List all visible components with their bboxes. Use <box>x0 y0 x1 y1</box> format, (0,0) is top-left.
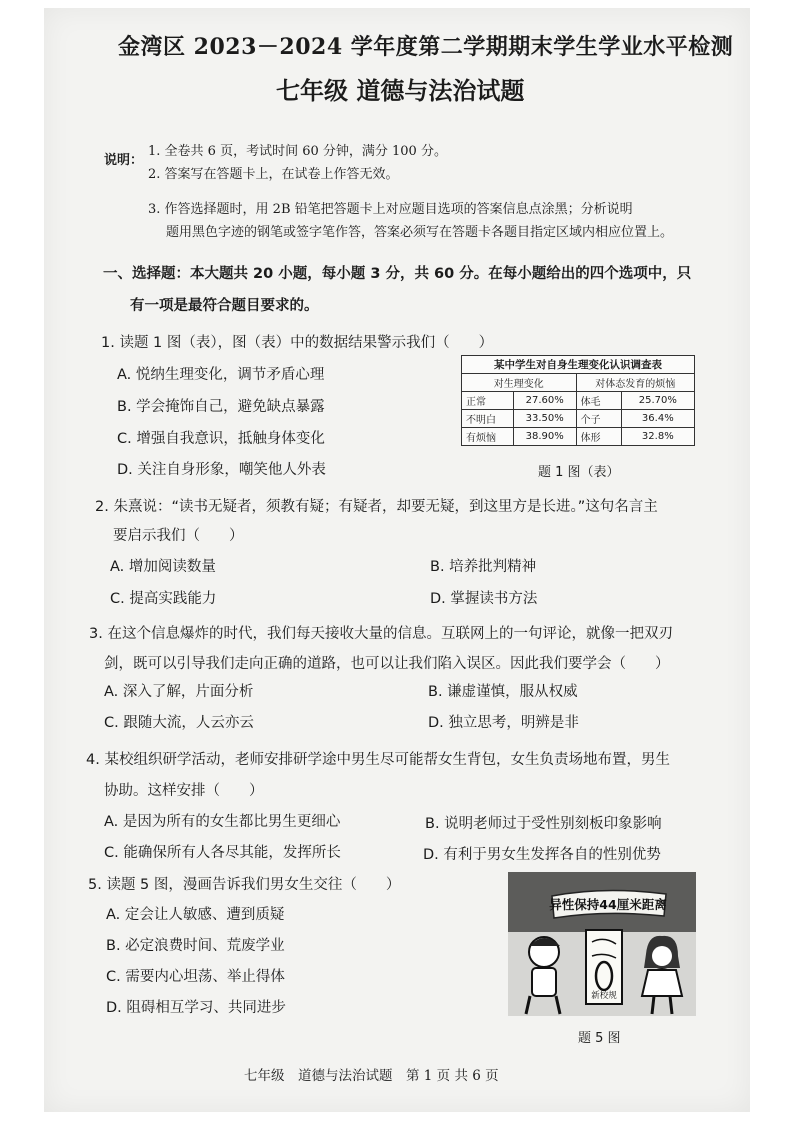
q1-option-d: D. 关注自身形象，嘲笑他人外表 <box>117 462 326 478</box>
question-1-stem: 1. 读题 1 图（表），图（表）中的数据结果警示我们（ ） <box>101 335 494 351</box>
q4-option-b: B. 说明老师过于受性别刻板印象影响 <box>425 816 662 832</box>
q3-option-a: A. 深入了解，片面分析 <box>104 684 254 700</box>
q1-option-b: B. 学会掩饰自己，避免缺点暴露 <box>117 399 325 415</box>
table-cell: 32.8% <box>621 428 694 446</box>
question-3-stem-cont: 剑，既可以引导我们走向正确的道路，也可以让我们陷入误区。因此我们要学会（ ） <box>104 656 670 672</box>
q5-option-c: C. 需要内心坦荡、举止得体 <box>106 969 285 985</box>
instructions-label: 说明： <box>104 153 144 168</box>
table-row <box>462 428 695 446</box>
figure-5-comic <box>508 872 696 1016</box>
question-2-stem-cont: 要启示我们（ ） <box>113 528 244 544</box>
section-heading: 一、选择题：本大题共 20 小题，每小题 3 分，共 60 分。在每小题给出的四个选项中，只 <box>103 266 692 282</box>
question-5-stem: 5. 读题 5 图，漫画告诉我们男女生交往（ ） <box>88 877 401 893</box>
q1-option-c: C. 增强自我意识，抵触身体变化 <box>117 431 325 447</box>
table-title: 某中学生对自身生理变化认识调查表 <box>462 356 695 374</box>
q3-option-b: B. 谦虚谨慎，服从权威 <box>428 684 578 700</box>
table-row <box>462 410 695 428</box>
table-cell: 体毛 <box>576 392 621 410</box>
table-row <box>462 392 695 410</box>
table-col-header: 对生理变化 <box>462 374 577 392</box>
comic-banner-text: 异性保持44厘米距离 <box>549 897 667 912</box>
instruction-item: 题用黑色字迹的钢笔或签字笔作答，答案必须写在答题卡各题目指定区域内相应位置上。 <box>166 225 674 240</box>
table-cell: 27.60% <box>513 392 576 410</box>
q2-option-c: C. 提高实践能力 <box>110 591 217 607</box>
page-footer: 七年级 道德与法治试题 第 1 页 共 6 页 <box>244 1068 499 1084</box>
figure-5-caption: 题 5 图 <box>578 1031 621 1046</box>
survey-table <box>461 355 695 446</box>
exam-title: 金湾区 2023－2024 学年度第二学期期末学生学业水平检测 <box>118 34 734 60</box>
question-2-stem: 2. 朱熹说：“读书无疑者，须教有疑；有疑者，却要无疑，到这里方是长进。”这句名言主 <box>95 499 658 515</box>
section-heading-cont: 有一项是最符合题目要求的。 <box>130 298 319 314</box>
q5-option-a: A. 定会让人敏感、遭到质疑 <box>106 907 285 923</box>
q5-option-d: D. 阻碍相互学习、共同进步 <box>106 1000 286 1016</box>
instruction-item: 3. 作答选择题时，用 2B 铅笔把答题卡上对应题目选项的答案信息点涂黑；分析说明 <box>148 202 633 217</box>
question-3-stem: 3. 在这个信息爆炸的时代，我们每天接收大量的信息。互联网上的一句评论，就像一把双刃 <box>89 626 673 642</box>
table-cell: 33.50% <box>513 410 576 428</box>
q4-option-d: D. 有利于男女生发挥各自的性别优势 <box>423 847 661 863</box>
q2-option-a: A. 增加阅读数量 <box>110 559 216 575</box>
q5-option-b: B. 必定浪费时间、荒废学业 <box>106 938 285 954</box>
table-cell: 38.90% <box>513 428 576 446</box>
exam-subtitle: 七年级 道德与法治试题 <box>276 76 525 105</box>
question-4-stem-cont: 协助。这样安排（ ） <box>104 783 264 799</box>
table-cell: 有烦恼 <box>462 428 514 446</box>
table-col-header: 对体态发育的烦恼 <box>576 374 694 392</box>
table-cell: 体形 <box>576 428 621 446</box>
question-4-stem: 4. 某校组织研学活动，老师安排研学途中男生尽可能帮女生背包，女生负责场地布置，男生 <box>86 752 670 768</box>
q2-option-b: B. 培养批判精神 <box>430 559 537 575</box>
q3-option-c: C. 跟随大流，人云亦云 <box>104 715 254 731</box>
q1-option-a: A. 悦纳生理变化，调节矛盾心理 <box>117 367 325 383</box>
instruction-item: 2. 答案写在答题卡上，在试卷上作答无效。 <box>148 167 399 182</box>
table-cell: 36.4% <box>621 410 694 428</box>
table-cell: 不明白 <box>462 410 514 428</box>
table-caption: 题 1 图（表） <box>538 465 620 480</box>
q4-option-c: C. 能确保所有人各尽其能，发挥所长 <box>104 845 341 861</box>
q4-option-a: A. 是因为所有的女生都比男生更细心 <box>104 814 341 830</box>
table-cell: 25.70% <box>621 392 694 410</box>
comic-sign-text: 新校规 <box>591 991 617 1001</box>
q3-option-d: D. 独立思考，明辨是非 <box>428 715 579 731</box>
instruction-item: 1. 全卷共 6 页，考试时间 60 分钟，满分 100 分。 <box>148 144 447 159</box>
table-cell: 正常 <box>462 392 514 410</box>
q2-option-d: D. 掌握读书方法 <box>430 591 538 607</box>
table-cell: 个子 <box>576 410 621 428</box>
